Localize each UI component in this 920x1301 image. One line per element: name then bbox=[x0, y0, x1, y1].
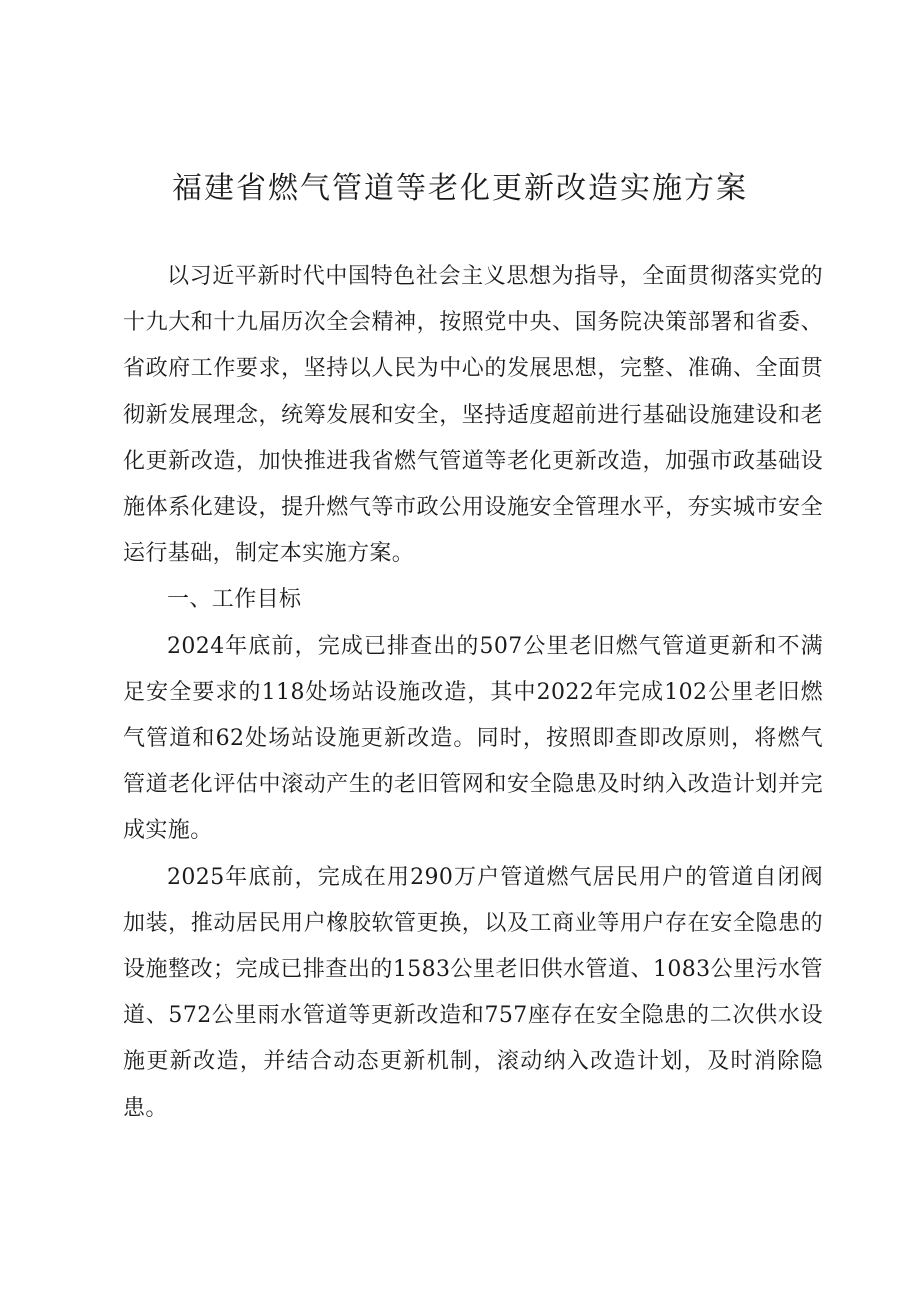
paragraph-goal-2024: 2024年底前，完成已排查出的507公里老旧燃气管道更新和不满足安全要求的118处场站设施改造，其中2022年完成102公里老旧燃气管道和62处场站设施更新改造。同时，按照即查即改原则，将燃气管道老化评估中滚动产生的老旧管网和安全隐患及时纳入改造计划并完成实施。 bbox=[123, 633, 823, 844]
document-title: 福建省燃气管道等老化更新改造实施方案 bbox=[172, 171, 748, 206]
document-body bbox=[123, 254, 823, 1132]
section-heading-work-goals: 一、工作目标 bbox=[167, 587, 302, 613]
paragraph-goal-2025: 2025年底前，完成在用290万户管道燃气居民用户的管道自闭阀加装，推动居民用户橡胶软管更换，以及工商业等用户存在安全隐患的设施整改；完成已排查出的1583公里老旧供水管道、1083公里污水管道、572公里雨水管道等更新改造和757座存在安全隐患的二次供水设施更新改造，并结合动态更新机制，滚动纳入改造计划，及时消除隐患。 bbox=[123, 864, 823, 1121]
paragraph-preamble: 以习近平新时代中国特色社会主义思想为指导，全面贯彻落实党的十九大和十九届历次全会精神，按照党中央、国务院决策部署和省委、省政府工作要求，坚持以人民为中心的发展思想，完整、准确、全面贯彻新发展理念，统筹发展和安全，坚持适度超前进行基础设施建设和老化更新改造，加快推进我省燃气管道等老化更新改造，加强市政基础设施体系化建设，提升燃气等市政公用设施安全管理水平，夯实城市安全运行基础，制定本实施方案。 bbox=[123, 264, 823, 567]
